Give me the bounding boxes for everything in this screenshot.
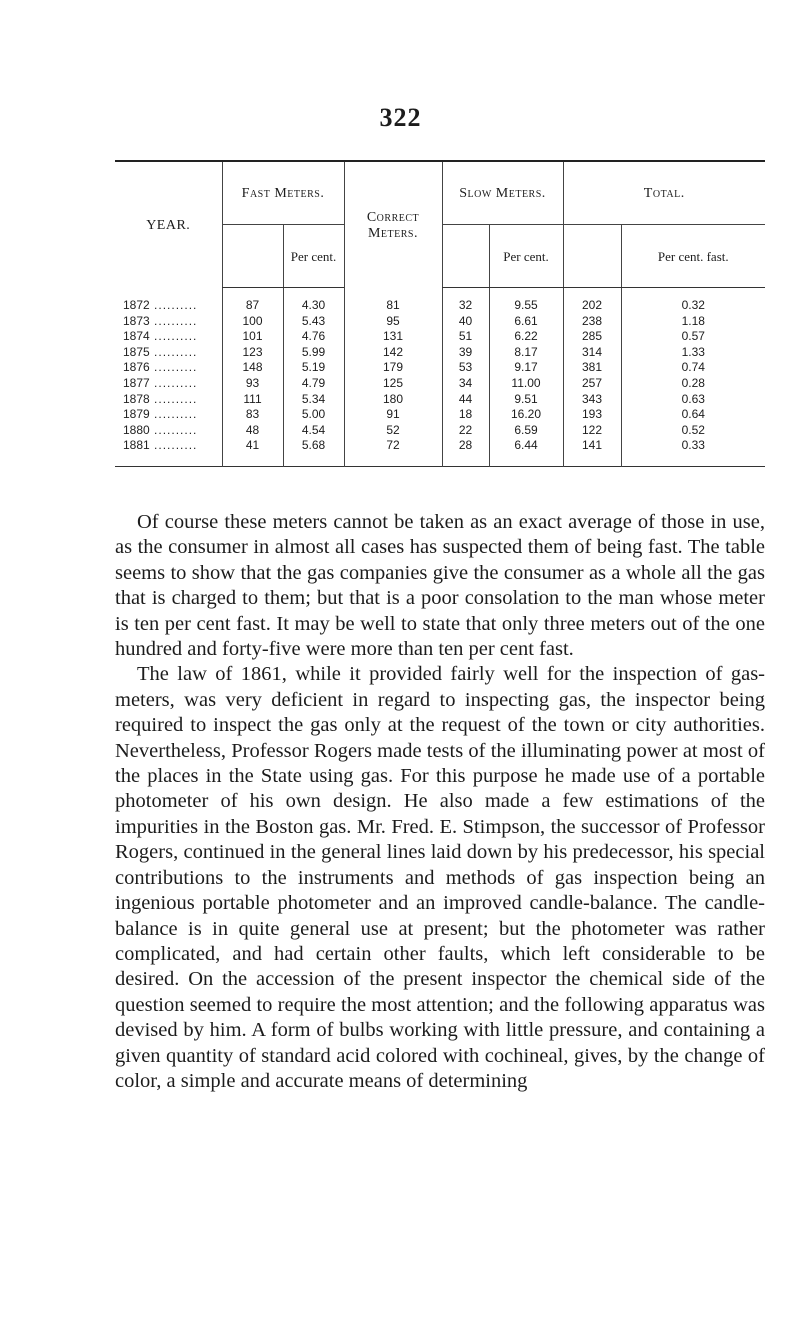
cell-slow-count: 44 — [442, 392, 489, 408]
cell-slow-per-cent: 9.51 — [489, 392, 563, 408]
header-slow-per-cent: Per cent. — [489, 225, 563, 288]
header-fast-count — [222, 225, 283, 288]
cell-total-per-cent-fast: 0.32 — [621, 288, 765, 314]
leader-dots: .......... — [149, 297, 198, 312]
header-slow-meters: Slow Meters. — [442, 161, 563, 225]
cell-total-per-cent-fast: 0.63 — [621, 392, 765, 408]
cell-correct-count: 179 — [344, 360, 442, 376]
cell-slow-per-cent: 6.59 — [489, 423, 563, 439]
header-slow-count — [442, 225, 489, 288]
page-number: 322 — [379, 103, 422, 132]
cell-total-per-cent-fast: 0.28 — [621, 376, 765, 392]
cell-correct-count: 125 — [344, 376, 442, 392]
cell-fast-count: 87 — [222, 288, 283, 314]
table-row — [115, 407, 765, 423]
cell-fast-count: 93 — [222, 376, 283, 392]
year-value: 1872 — [123, 297, 150, 312]
leader-dots: .......... — [149, 329, 198, 344]
body-text — [115, 510, 765, 1094]
header-correct-meters: Correct Meters. — [344, 161, 442, 288]
year-value: 1875 — [123, 344, 150, 359]
cell-fast-per-cent: 5.19 — [283, 360, 344, 376]
table-row — [115, 392, 765, 408]
cell-correct-count: 91 — [344, 407, 442, 423]
year-value: 1874 — [123, 329, 150, 344]
cell-total-count: 314 — [563, 345, 621, 361]
cell-slow-count: 39 — [442, 345, 489, 361]
cell-fast-count: 48 — [222, 423, 283, 439]
cell-slow-count: 22 — [442, 423, 489, 439]
table-row — [115, 360, 765, 376]
cell-slow-per-cent: 8.17 — [489, 345, 563, 361]
cell-slow-count: 53 — [442, 360, 489, 376]
table-row — [115, 314, 765, 330]
cell-fast-per-cent: 5.68 — [283, 438, 344, 466]
cell-fast-count: 83 — [222, 407, 283, 423]
leader-dots: .......... — [149, 344, 198, 359]
year-value: 1873 — [123, 313, 150, 328]
cell-total-per-cent-fast: 0.64 — [621, 407, 765, 423]
cell-fast-count: 148 — [222, 360, 283, 376]
cell-fast-count: 123 — [222, 345, 283, 361]
cell-slow-per-cent: 6.22 — [489, 329, 563, 345]
paragraph-1: Of course these meters cannot be taken as an exact average of those in use, as the consumer in almost all cases has suspected them of being fast. The table seems to show that the gas companies give the consumer as a whole all the gas that is charged to them; but that is a poor consolation to the man whose meter is ten per cent fast. It may be well to state that only three meters out of the one hundred and forty-five were more than ten per cent fast. — [115, 511, 765, 661]
cell-year — [115, 392, 222, 408]
cell-correct-count: 95 — [344, 314, 442, 330]
cell-slow-count: 18 — [442, 407, 489, 423]
header-total: Total. — [563, 161, 765, 225]
cell-fast-per-cent: 5.43 — [283, 314, 344, 330]
cell-fast-per-cent: 4.54 — [283, 423, 344, 439]
cell-correct-count: 52 — [344, 423, 442, 439]
cell-correct-count: 180 — [344, 392, 442, 408]
cell-correct-count: 142 — [344, 345, 442, 361]
cell-total-count: 122 — [563, 423, 621, 439]
year-value: 1876 — [123, 360, 150, 375]
cell-total-count: 285 — [563, 329, 621, 345]
cell-fast-per-cent: 4.76 — [283, 329, 344, 345]
leader-dots: .......... — [149, 438, 198, 453]
cell-fast-per-cent: 5.34 — [283, 392, 344, 408]
cell-slow-count: 34 — [442, 376, 489, 392]
cell-fast-count: 101 — [222, 329, 283, 345]
leader-dots: .......... — [149, 407, 198, 422]
cell-correct-count: 81 — [344, 288, 442, 314]
cell-slow-per-cent: 16.20 — [489, 407, 563, 423]
cell-total-per-cent-fast: 1.18 — [621, 314, 765, 330]
cell-year — [115, 288, 222, 314]
cell-slow-count: 40 — [442, 314, 489, 330]
cell-total-per-cent-fast: 0.52 — [621, 423, 765, 439]
cell-total-count: 141 — [563, 438, 621, 466]
cell-slow-per-cent: 6.44 — [489, 438, 563, 466]
leader-dots: .......... — [149, 313, 198, 328]
cell-correct-count: 72 — [344, 438, 442, 466]
cell-correct-count: 131 — [344, 329, 442, 345]
header-year: YEAR. — [146, 217, 191, 233]
header-total-per-cent-fast: Per cent. fast. — [621, 225, 765, 288]
header-fast-per-cent: Per cent. — [283, 225, 344, 288]
table-row — [115, 376, 765, 392]
year-value: 1881 — [123, 438, 150, 453]
cell-fast-count: 111 — [222, 392, 283, 408]
cell-total-count: 238 — [563, 314, 621, 330]
cell-fast-per-cent: 5.99 — [283, 345, 344, 361]
cell-total-count: 193 — [563, 407, 621, 423]
cell-slow-per-cent: 9.55 — [489, 288, 563, 314]
table-row — [115, 288, 765, 314]
cell-total-per-cent-fast: 0.57 — [621, 329, 765, 345]
table-row — [115, 438, 765, 466]
cell-fast-per-cent: 4.79 — [283, 376, 344, 392]
cell-year — [115, 376, 222, 392]
table-row — [115, 423, 765, 439]
cell-year — [115, 314, 222, 330]
leader-dots: .......... — [149, 391, 198, 406]
cell-year — [115, 345, 222, 361]
cell-year — [115, 360, 222, 376]
cell-slow-count: 51 — [442, 329, 489, 345]
cell-fast-count: 41 — [222, 438, 283, 466]
leader-dots: .......... — [149, 422, 198, 437]
paragraph-2: The law of 1861, while it provided fairly well for the inspection of gas-meters, was very deficient in regard to inspecting gas, the inspector being required to inspect the gas only at the request of the town or city authorities. Nevertheless, Professor Rogers made tests of the illuminating power at most of the places in the State using gas. For this purpose he made use of a portable photometer of his own design. He also made a few estimations of the impurities in the Boston gas. Mr. Fred. E. Stimpson, the successor of Professor Rogers, continued in the general lines laid down by his predecessor, his special contributions to the instruments and methods of gas inspection being an ingenious portable photometer and an improved candle-balance. The candle-balance is in quite general use at present; but the photometer was rather complicated, and had certain other faults, which left considerable to be desired. On the accession of the present inspector the chemical side of the question seemed to require the most attention; and the following apparatus was devised by him. A form of bulbs working with little pressure, and containing a given quantity of standard acid colored with cochineal, gives, by the change of color, a simple and accurate means of determining — [115, 663, 765, 1092]
cell-slow-count: 32 — [442, 288, 489, 314]
cell-slow-per-cent: 6.61 — [489, 314, 563, 330]
cell-fast-per-cent: 5.00 — [283, 407, 344, 423]
cell-total-per-cent-fast: 1.33 — [621, 345, 765, 361]
cell-fast-per-cent: 4.30 — [283, 288, 344, 314]
cell-year — [115, 329, 222, 345]
cell-year — [115, 423, 222, 439]
meter-table — [115, 160, 765, 467]
header-fast-meters: Fast Meters. — [222, 161, 344, 225]
cell-total-count: 381 — [563, 360, 621, 376]
cell-slow-per-cent: 11.00 — [489, 376, 563, 392]
cell-total-count: 202 — [563, 288, 621, 314]
cell-slow-count: 28 — [442, 438, 489, 466]
meter-table-container — [115, 160, 765, 467]
cell-total-count: 257 — [563, 376, 621, 392]
table-row — [115, 345, 765, 361]
cell-total-count: 343 — [563, 392, 621, 408]
year-value: 1877 — [123, 375, 150, 390]
leader-dots: .......... — [149, 375, 198, 390]
header-total-count — [563, 225, 621, 288]
cell-fast-count: 100 — [222, 314, 283, 330]
cell-year — [115, 407, 222, 423]
cell-slow-per-cent: 9.17 — [489, 360, 563, 376]
cell-year — [115, 438, 222, 466]
cell-total-per-cent-fast: 0.33 — [621, 438, 765, 466]
leader-dots: .......... — [149, 360, 198, 375]
year-value: 1880 — [123, 422, 150, 437]
cell-total-per-cent-fast: 0.74 — [621, 360, 765, 376]
year-value: 1879 — [123, 407, 150, 422]
year-value: 1878 — [123, 391, 150, 406]
meter-table-body — [115, 288, 765, 467]
table-row — [115, 329, 765, 345]
